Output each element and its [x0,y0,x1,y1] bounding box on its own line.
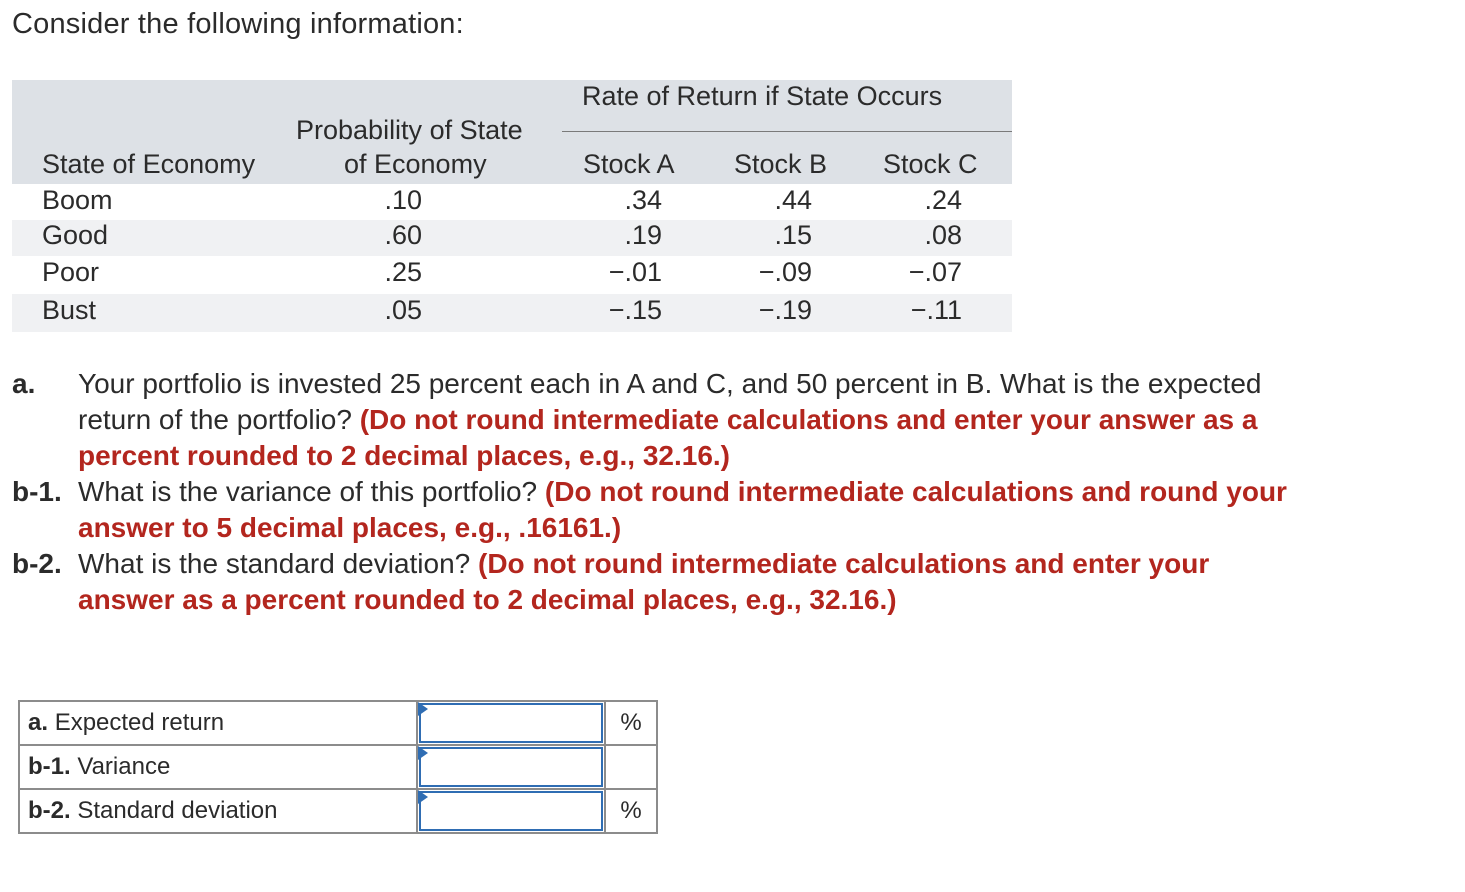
probability-cell: .25 [384,257,422,287]
stock-a-cell: .19 [624,220,662,250]
stock-c-cell: −.11 [910,295,962,325]
intro-text: Consider the following information: [12,8,464,40]
answer-label: a. Expected return [19,701,417,745]
stock-c-cell: .24 [924,185,962,215]
standard-deviation-cell [417,789,605,833]
input-marker-icon [418,790,428,804]
question-label: b-1. [12,476,62,507]
stock-c-cell: .08 [924,220,962,250]
returns-table [12,80,1012,332]
question-a [12,366,1302,474]
probability-header-line2: of Economy [344,149,487,179]
unit-label: % [605,701,657,745]
state-cell: Boom [42,185,113,215]
question-text: What is the standard deviation? [78,548,471,579]
state-cell: Poor [42,257,100,287]
stock-b-cell: .44 [774,185,812,215]
question-instruction: (Do not round intermediate calculations and round your answer to 5 decimal places, e.g., .16161.) [78,476,1287,543]
stock-a-header: Stock A [583,149,675,179]
question-text: What is the variance of this portfolio? [78,476,538,507]
unit-label: % [605,789,657,833]
stock-b-cell: −.19 [758,295,812,325]
rate-of-return-header: Rate of Return if State Occurs [582,81,943,111]
answer-table [18,700,658,834]
table-row [12,184,1012,220]
answer-row-variance [19,745,657,789]
answer-row-expected-return [19,701,657,745]
answer-label: b-2. Standard deviation [19,789,417,833]
question-label: b-2. [12,548,62,579]
stock-b-cell: −.09 [758,257,812,287]
question-b1 [12,474,1302,546]
question-b2 [12,546,1302,618]
stock-c-header: Stock C [883,149,978,179]
variance-input[interactable] [419,747,603,787]
questions [12,366,1302,618]
stock-b-header: Stock B [734,149,828,179]
standard-deviation-input[interactable] [419,791,603,831]
stock-a-cell: −.15 [608,295,662,325]
stock-a-cell: .34 [624,185,662,215]
stock-a-cell: −.01 [608,257,662,287]
variance-cell [417,745,605,789]
table-row [12,294,1012,332]
state-cell: Good [42,220,109,250]
question-instruction: (Do not round intermediate calculations and enter your answer as a percent rounded to 2 decimal places, e.g., 32.16.) [78,404,1258,471]
state-header: State of Economy [42,149,256,179]
expected-return-input[interactable] [419,703,603,743]
expected-return-cell [417,701,605,745]
input-marker-icon [418,702,428,716]
state-cell: Bust [42,295,97,325]
stock-c-cell: −.07 [908,257,962,287]
probability-header-line1: Probability of State [296,115,523,145]
unit-label [605,745,657,789]
answer-label: b-1. Variance [19,745,417,789]
probability-cell: .05 [384,295,422,325]
probability-cell: .60 [384,220,422,250]
question-label: a. [12,368,36,399]
table-row [12,256,1012,294]
table-row [12,220,1012,256]
input-marker-icon [418,746,428,760]
question-instruction: (Do not round intermediate calculations and enter your answer as a percent rounded to 2 decimal places, e.g., 32.16.) [78,548,1210,615]
probability-cell: .10 [384,185,422,215]
stock-b-cell: .15 [774,220,812,250]
answer-row-standard-deviation [19,789,657,833]
question-text: Your portfolio is invested 25 percent each in A and C, and 50 percent in B. What is the expected return of the portfolio? [78,368,1262,435]
header-rule [562,131,1012,132]
